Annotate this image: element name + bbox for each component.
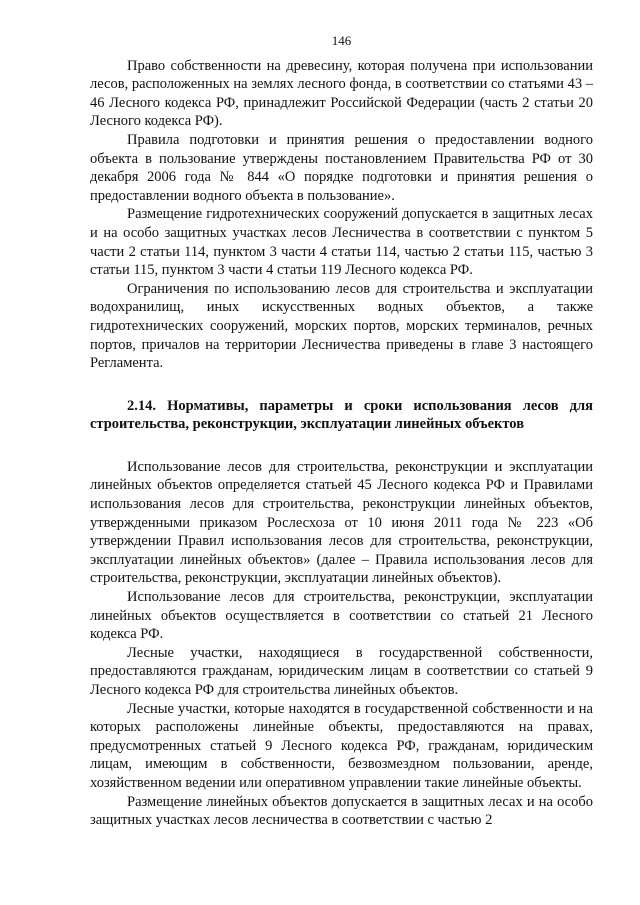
paragraph-hydraulic-structures: Размещение гидротехнических сооружений допускается в защитных лесах и на особо защитных участках лесов Лесничества в соответствии с пунктом 5 части 2 статьи 114, пунктом 3 части 4 статьи 114, частью 2 статьи 115, частью 3 статьи 115, пунктом 3 части 4 статьи 119 Лесного кодекса РФ. bbox=[90, 206, 593, 279]
document-page bbox=[90, 32, 593, 830]
paragraph-water-object-rules: Правила подготовки и принятия решения о предоставлении водного объекта в пользование утверждены постановлением Правительства РФ от 30 декабря 2006 года № 844 «О порядке подготовки и принятия решения о предоставлении водного объекта в пользование». bbox=[90, 131, 593, 204]
paragraph-plots-with-linear-objects: Лесные участки, которые находятся в государственной собственности и на которых расположены линейные объекты, предоставляются на правах, предусмотренных статьей 9 Лесного кодекса РФ, гражданам, юридическим лицам, имеющим в собственности, безвозмездном пользовании, аренде, хозяйственном ведении или оперативном управлении такие линейные объекты. bbox=[90, 700, 593, 791]
paragraph-placement-linear-objects: Размещение линейных объектов допускается в защитных лесах и на особо защитных участках лесов лесничества в соответствии с частью 2 bbox=[90, 793, 593, 829]
paragraph-linear-objects-use: Использование лесов для строительства, реконструкции и эксплуатации линейных объектов определяется статьей 45 Лесного кодекса РФ и Правилами использования лесов для строительства, реконструкции линейных объектов, утвержденными приказом Рослесхоза от 10 июня 2011 года № 223 «Об утверждении Правил использования лесов для строительства, реконструкции, эксплуатации линейных объектов» (далее – Правила использования лесов для строительства, реконструкции, эксплуатации линейных объектов). bbox=[90, 458, 593, 587]
paragraph-state-owned-plots: Лесные участки, находящиеся в государственной собственности, предоставляются гражданам, юридическим лицам в соответствии со статьей 9 Лесного кодекса РФ для строительства линейных объектов. bbox=[90, 644, 593, 698]
section-heading: 2.14. Нормативы, параметры и сроки использования лесов для строительства, реконструкции, эксплуатации линейных объектов bbox=[90, 397, 593, 433]
paragraph-article-21: Использование лесов для строительства, реконструкции, эксплуатации линейных объектов осуществляется в соответствии со статьей 21 Лесного кодекса РФ. bbox=[90, 589, 593, 643]
page-number: 146 bbox=[331, 33, 352, 48]
paragraph-wood-ownership: Право собственности на древесину, которая получена при использовании лесов, расположенных на землях лесного фонда, в соответствии со статьями 43 – 46 Лесного кодекса РФ, принадлежит Российской Федерации (часть 2 статьи 20 Лесного кодекса РФ). bbox=[90, 57, 593, 130]
paragraph-restrictions: Ограничения по использованию лесов для строительства и эксплуатации водохранилищ, иных искусственных водных объектов, а также гидротехнических сооружений, морских портов, морских терминалов, речных портов, причалов на территории Лесничества приведены в главе 3 настоящего Регламента. bbox=[90, 280, 593, 372]
